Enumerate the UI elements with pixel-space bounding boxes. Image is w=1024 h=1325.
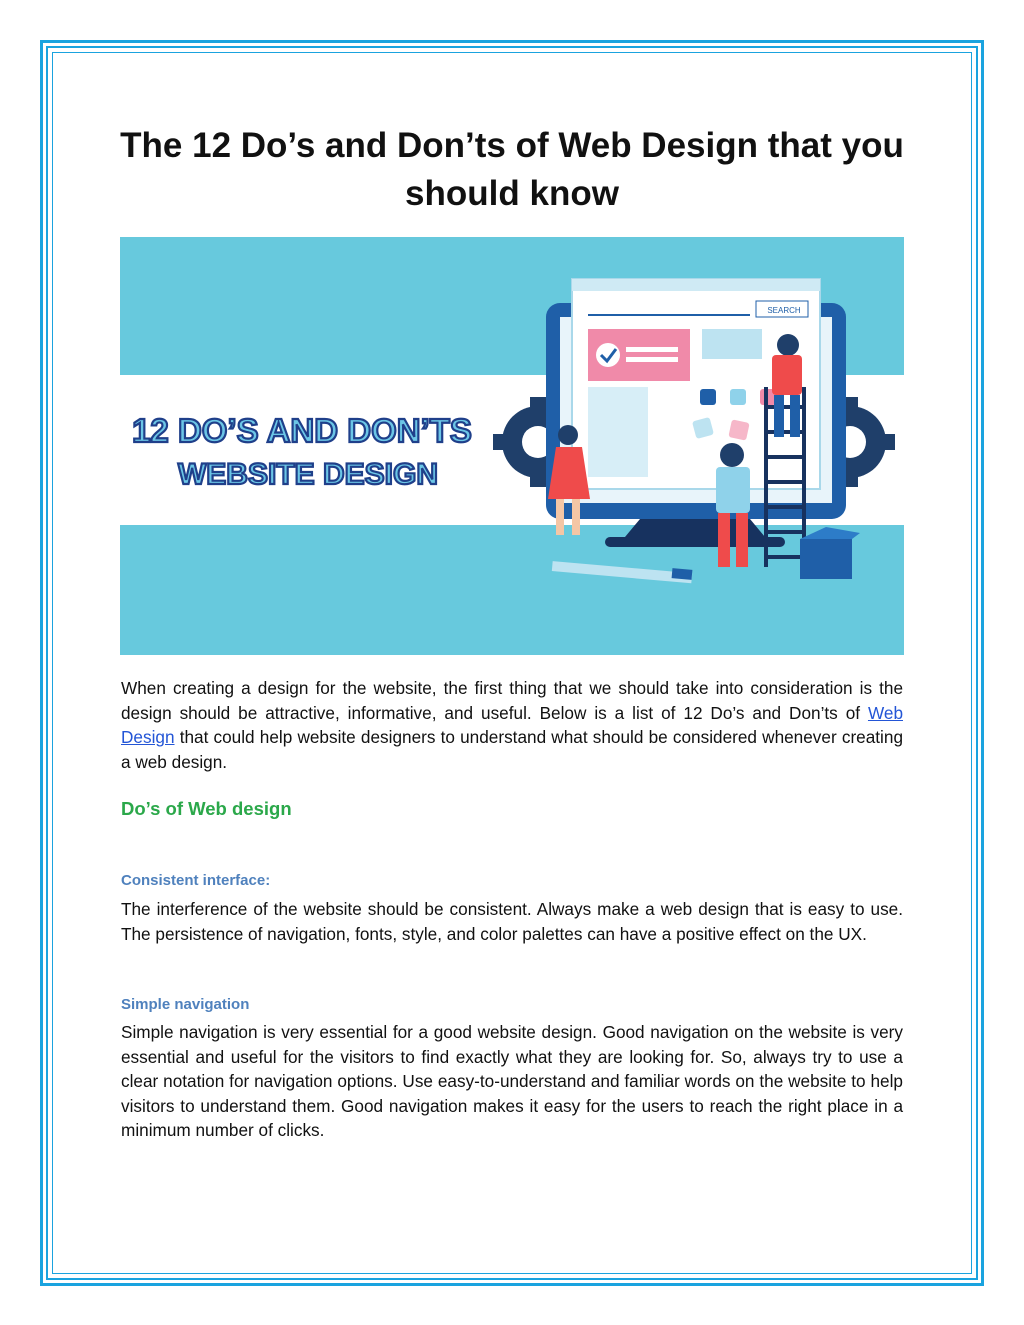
section-text-consistent-interface: The interference of the website should be consistent. Always make a web design that is easy to use. The persistence of navigation, fonts, style, and color palettes can have a positive effect on the UX. bbox=[121, 899, 903, 944]
intro-text-before-link: When creating a design for the website, the first thing that we should take into consideration is the design should be attractive, informative, and useful. Below is a list of 12 Do’s and Don’ts of bbox=[121, 678, 903, 723]
section-heading-consistent-interface: Consistent interface: bbox=[121, 872, 271, 889]
hero-illustration bbox=[120, 237, 904, 655]
intro-paragraph bbox=[121, 676, 903, 774]
hero-banner-line1: 12 DO’S AND DON’TS bbox=[132, 412, 472, 449]
hero-banner-line2: WEBSITE DESIGN bbox=[177, 458, 439, 491]
web-design-link[interactable]: Web Design bbox=[121, 702, 903, 747]
section-text-simple-navigation: Simple navigation is very essential for a good website design. Good navigation on the website is very essential and useful for the visitors to find exactly what they are looking for. So, always try to use a clear notation for navigation options. Use easy-to-understand and familiar words on the website to help visitors to understand them. Good navigation makes it easy for the users to reach the right place in a minimum number of clicks. bbox=[121, 1022, 903, 1140]
page-title: The 12 Do’s and Don’ts of Web Design that you should know bbox=[120, 126, 904, 213]
section-heading-simple-navigation: Simple navigation bbox=[121, 996, 250, 1013]
search-label: SEARCH bbox=[767, 306, 801, 315]
intro-text-after-link: that could help website designers to understand what should be considered whenever creating a web design. bbox=[121, 727, 903, 772]
dos-heading: Do’s of Web design bbox=[121, 798, 292, 819]
